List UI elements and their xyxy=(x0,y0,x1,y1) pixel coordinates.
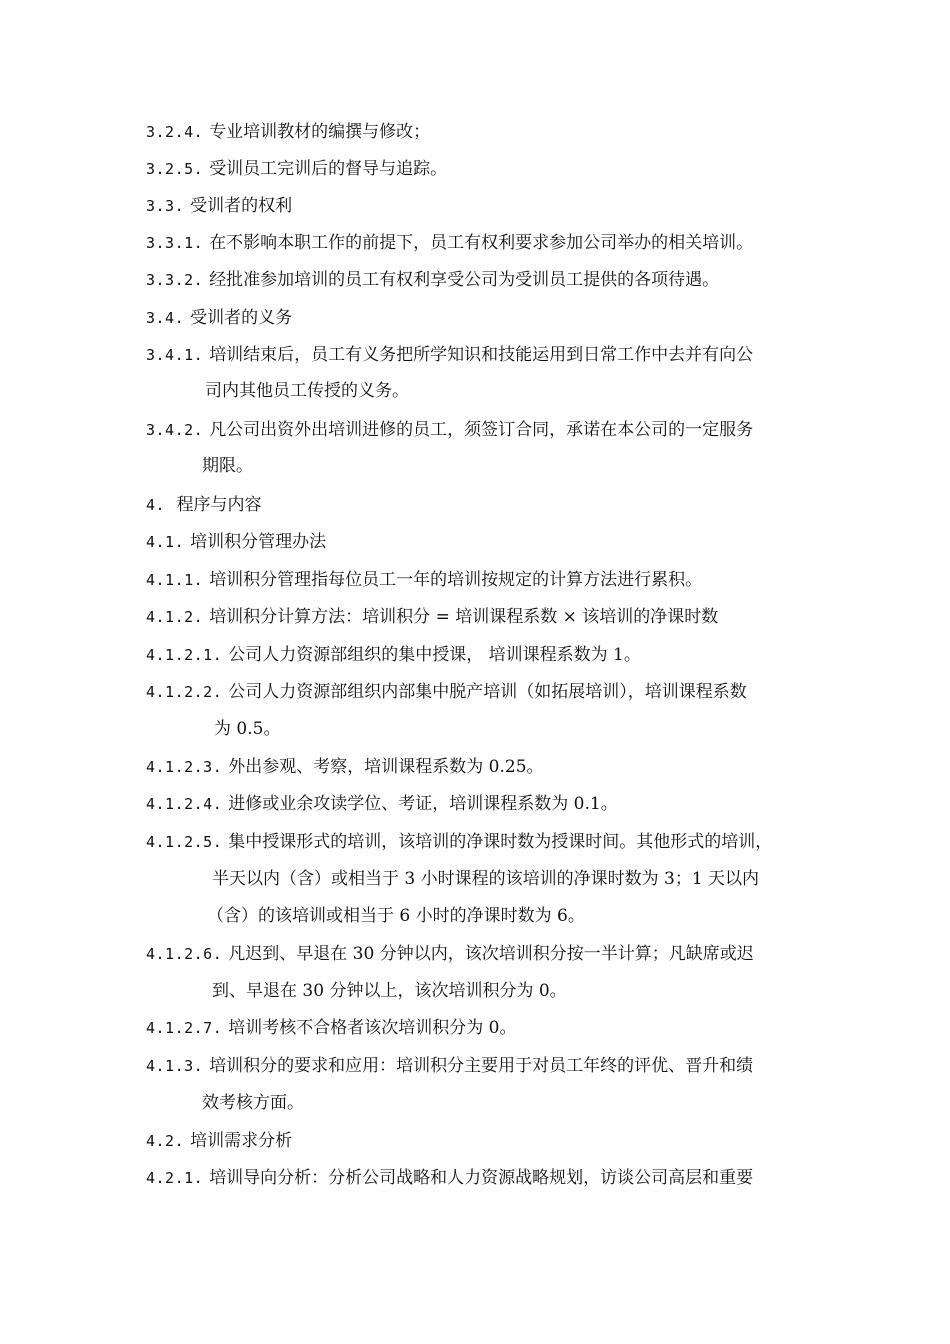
clause-number: 3.4.2. xyxy=(146,421,204,439)
clause-text: 受训员工完训后的督导与追踪。 xyxy=(209,159,448,179)
clause-text: 受训者的义务 xyxy=(190,308,293,328)
clause-number: 3.3.2. xyxy=(146,271,204,289)
clause-text: 凡迟到、早退在 30 分钟以内，该次培训积分按一半计算；凡缺席或迟 xyxy=(228,944,754,964)
clause-text: 培训积分管理办法 xyxy=(190,532,327,552)
clause-text: 司内其他员工传授的义务。 xyxy=(205,381,409,401)
clause-text: 培训导向分析：分析公司战略和人力资源战略规划，访谈公司高层和重要 xyxy=(209,1168,754,1188)
clause-text: 期限。 xyxy=(202,456,253,476)
clause-number: 4.1.2. xyxy=(146,608,204,626)
clause-4-1-2-5-cont-1 xyxy=(206,869,886,889)
clause-number: 4.1.2.5. xyxy=(146,833,223,851)
clause-text: 集中授课形式的培训，该培训的净课时数为授课时间。其他形式的培训， xyxy=(228,832,773,852)
clause-number: 4.1.3. xyxy=(146,1057,204,1075)
clause-number: 3.3.1. xyxy=(146,234,204,252)
clause-number: 4.1.2.3. xyxy=(146,758,223,776)
clause-text: 经批准参加培训的员工有权利享受公司为受训员工提供的各项待遇。 xyxy=(209,270,720,290)
clause-4-1-2-1 xyxy=(146,645,826,665)
clause-3-4-2 xyxy=(146,420,826,440)
clause-4-1-3 xyxy=(146,1056,826,1076)
clause-number: 3.2.4. xyxy=(146,123,204,141)
clause-3-2-4 xyxy=(146,122,826,142)
clause-4-1-2-2 xyxy=(146,682,826,702)
clause-4-1-3-cont xyxy=(196,1093,876,1113)
clause-number: 3.4. xyxy=(146,309,185,327)
clause-number: 4.2.1. xyxy=(146,1169,204,1187)
clause-number: 4.1.2.1. xyxy=(146,646,223,664)
clause-number: 4.1. xyxy=(146,533,185,551)
clause-number: 4.1.2.7. xyxy=(146,1019,223,1037)
section-4-2 xyxy=(146,1131,826,1151)
clause-4-1-2-5 xyxy=(146,832,826,852)
clause-text: （含）的该培训或相当于 6 小时的净课时数为 6。 xyxy=(207,906,585,926)
clause-4-1-2-6-cont xyxy=(206,981,886,1001)
clause-text: 在不影响本职工作的前提下，员工有权利要求参加公司举办的相关培训。 xyxy=(209,233,754,253)
clause-number: 4.1.2.4. xyxy=(146,795,223,813)
clause-number: 3.2.5. xyxy=(146,160,204,178)
clause-text: 专业培训教材的编撰与修改； xyxy=(209,122,431,142)
clause-text: 培训需求分析 xyxy=(190,1131,293,1151)
clause-4-1-1 xyxy=(146,570,826,590)
clause-number: 4. xyxy=(146,496,166,514)
clause-4-1-2 xyxy=(146,607,826,627)
clause-number: 4.2. xyxy=(146,1132,185,1150)
clause-3-4-2-cont xyxy=(196,456,876,476)
clause-3-3-2 xyxy=(146,270,826,290)
section-3-4 xyxy=(146,308,826,328)
clause-text: 培训考核不合格者该次培训积分为 0。 xyxy=(228,1018,517,1038)
clause-text: 进修或业余攻读学位、考证，培训课程系数为 0.1。 xyxy=(228,794,618,814)
clause-text: 效考核方面。 xyxy=(202,1093,304,1113)
clause-4-1-2-7 xyxy=(146,1018,826,1038)
clause-text: 到、早退在 30 分钟以上，该次培训积分为 0。 xyxy=(212,981,567,1001)
clause-3-4-1-cont xyxy=(199,381,879,401)
section-4 xyxy=(146,495,826,515)
section-4-1 xyxy=(146,532,826,552)
clause-text: 受训者的权利 xyxy=(190,196,293,216)
clause-4-1-2-2-cont xyxy=(208,719,888,739)
clause-3-3-1 xyxy=(146,233,826,253)
clause-4-1-2-5-cont-2 xyxy=(201,906,881,926)
clause-text: 为 0.5。 xyxy=(214,719,281,739)
clause-3-4-1 xyxy=(146,345,826,365)
clause-number: 3.3. xyxy=(146,197,185,215)
clause-text: 培训积分计算方法：培训积分 = 培训课程系数 × 该培训的净课时数 xyxy=(209,607,719,627)
clause-3-2-5 xyxy=(146,159,826,179)
clause-text: 凡公司出资外出培训进修的员工，须签订合同，承诺在本公司的一定服务 xyxy=(209,420,754,440)
clause-4-1-2-3 xyxy=(146,757,826,777)
clause-text: 外出参观、考察，培训课程系数为 0.25。 xyxy=(228,757,544,777)
clause-number: 4.1.1. xyxy=(146,571,204,589)
clause-text: 培训积分管理指每位员工一年的培训按规定的计算方法进行累积。 xyxy=(209,570,703,590)
clause-text: 半天以内（含）或相当于 3 小时课程的该培训的净课时数为 3；1 天以内 xyxy=(212,869,760,889)
clause-number: 3.4.1. xyxy=(146,346,204,364)
clause-text: 培训积分的要求和应用：培训积分主要用于对员工年终的评优、晋升和绩 xyxy=(209,1056,754,1076)
clause-text: 公司人力资源部组织的集中授课， 培训课程系数为 1。 xyxy=(228,645,641,665)
clause-4-1-2-6 xyxy=(146,944,826,964)
section-3-3 xyxy=(146,196,826,216)
clause-number: 4.1.2.2. xyxy=(146,683,223,701)
clause-text: 程序与内容 xyxy=(171,495,262,515)
clause-text: 公司人力资源部组织内部集中脱产培训（如拓展培训），培训课程系数 xyxy=(228,682,747,702)
clause-4-1-2-4 xyxy=(146,794,826,814)
clause-number: 4.1.2.6. xyxy=(146,945,223,963)
clause-text: 培训结束后，员工有义务把所学知识和技能运用到日常工作中去并有向公 xyxy=(209,345,754,365)
clause-4-2-1 xyxy=(146,1168,826,1188)
